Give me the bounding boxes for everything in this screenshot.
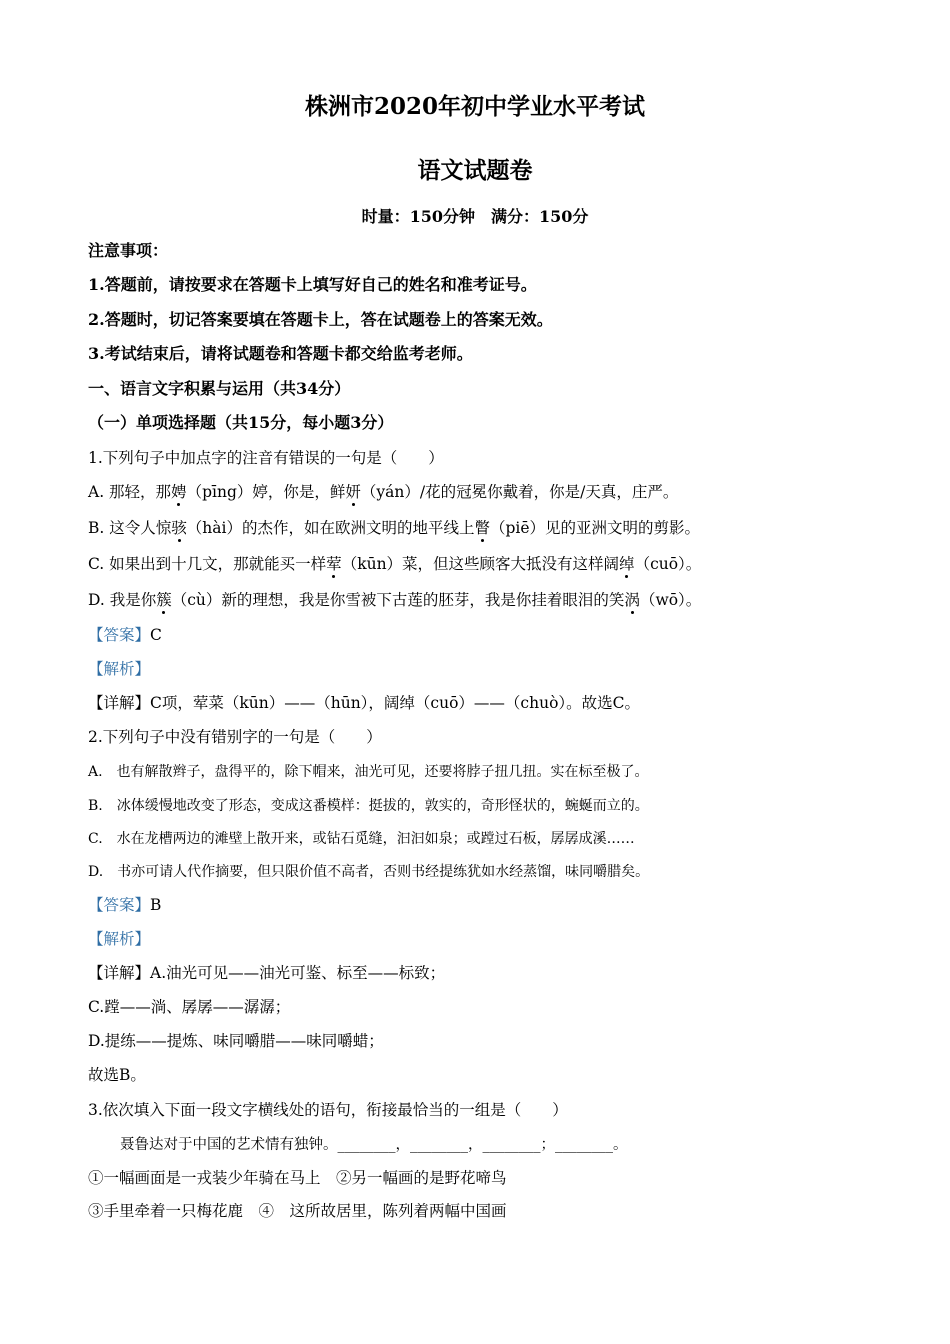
q2-detail-2: C.蹚——淌、孱孱——潺潺； (88, 998, 291, 1016)
q1-detail (88, 692, 640, 714)
q3-options-line-2: ③手里牵着一只梅花鹿 ④ 这所故居里，陈列着两幅中国画 (88, 1202, 507, 1220)
dotted-char: 绰 (619, 555, 635, 573)
dotted-char: 妍 (345, 483, 361, 501)
option-text: （kūn）菜，但这些顾客大抵没有这样阔 (341, 555, 620, 573)
q1-stem: 1.下列句子中加点字的注音有错误的一句是（ ） (88, 449, 444, 467)
dotted-char: 娉 (171, 483, 187, 501)
option-text: （wō）。 (639, 591, 702, 609)
note-item-3: 3.考试结束后，请将试题卷和答题卡都交给监考老师。 (88, 344, 473, 363)
option-text: C. 如果出到十几文，那就能买一样 (88, 555, 327, 573)
q2-option-a: A. 也有解散辫子，盘得平的，除下帽来，油光可见，还要将脖子扭几扭。实在标至极了。 (88, 764, 649, 780)
q1-answer (88, 624, 162, 646)
option-text: B. 这令人惊 (88, 519, 172, 537)
detail-label: 【详解】 (88, 694, 151, 712)
time-score-info: 时量：150分钟 满分：150分 (361, 207, 589, 226)
option-text: （cù）新的理想，我是你雪被下古莲的胚芽，我是你挂着眼泪的笑 (171, 591, 625, 609)
detail-text: C项，荤菜（kūn）——（hūn），阔绰（cuō）——（chuò）。故选C。 (150, 694, 641, 712)
answer-value: B (150, 896, 162, 914)
exam-title: 株洲市2020年初中学业水平考试 (304, 93, 645, 120)
q3-stem: 3.依次填入下面一段文字横线处的语句，衔接最恰当的一组是（ ） (88, 1101, 568, 1119)
option-text: （yán）/花的冠冕你戴着，你是/天真，庄严。 (360, 483, 679, 501)
notes-heading: 注意事项： (88, 241, 169, 260)
q1-option-d (88, 589, 701, 611)
q3-passage: 聂鲁达对于中国的艺术情有独钟。________，________，________；________。 (120, 1137, 628, 1153)
q1-analysis-label: 【解析】 (88, 660, 151, 678)
q2-analysis-label: 【解析】 (88, 930, 151, 948)
dotted-char: 瞥 (474, 519, 490, 537)
detail-label: 【详解】 (88, 964, 151, 982)
section-title: 一、语言文字积累与运用（共34分） (88, 379, 351, 398)
q1-option-c (88, 553, 701, 575)
dotted-char: 簇 (156, 591, 172, 609)
q2-option-b: B. 冰体缓慢地改变了形态，变成这番模样：挺拔的，敦实的，奇形怪状的，蜿蜒而立的。 (88, 798, 649, 814)
q3-options-line-1: ①一幅画面是一戎装少年骑在马上 ②另一幅画的是野花啼鸟 (88, 1169, 507, 1187)
option-text: （cuō）。 (634, 555, 702, 573)
dotted-char: 骇 (171, 519, 187, 537)
q2-detail-3: D.提练——提炼、味同嚼腊——味同嚼蜡； (88, 1032, 384, 1050)
option-text: D. 我是你 (88, 591, 157, 609)
dotted-char: 涡 (624, 591, 640, 609)
answer-label: 【答案】 (88, 626, 151, 644)
option-text: （piē）见的亚洲文明的剪影。 (489, 519, 701, 537)
dotted-char: 荤 (326, 555, 342, 573)
q1-option-b (88, 517, 700, 539)
note-item-1: 1.答题前，请按要求在答题卡上填写好自己的姓名和准考证号。 (88, 275, 537, 294)
detail-text: A.油光可见——油光可鉴、标至——标致； (150, 964, 446, 982)
exam-subtitle: 语文试题卷 (417, 157, 533, 184)
option-text: A. 那轻，那 (88, 483, 172, 501)
q2-stem: 2.下列句子中没有错别字的一句是（ ） (88, 728, 382, 746)
q2-option-c: C. 水在龙槽两边的滩壁上散开来，或钻石觅缝，汩汩如泉；或蹚过石板，孱孱成溪…… (88, 831, 635, 847)
q2-detail-4: 故选B。 (88, 1066, 146, 1084)
answer-value: C (150, 626, 162, 644)
answer-label: 【答案】 (88, 896, 151, 914)
option-text: （hài）的杰作，如在欧洲文明的地平线上 (186, 519, 475, 537)
option-text: （pīng）婷，你是，鲜 (186, 483, 346, 501)
q1-option-a (88, 481, 678, 503)
note-item-2: 2.答题时，切记答案要填在答题卡上，答在试题卷上的答案无效。 (88, 310, 553, 329)
q2-answer (88, 894, 161, 916)
q2-option-d: D. 书亦可请人代作摘要，但只限价值不高者，否则书经提练犹如水经蒸馏，味同嚼腊矣。 (88, 864, 650, 880)
part-title: （一）单项选择题（共15分，每小题3分） (88, 413, 394, 432)
q2-detail-1 (88, 962, 445, 984)
